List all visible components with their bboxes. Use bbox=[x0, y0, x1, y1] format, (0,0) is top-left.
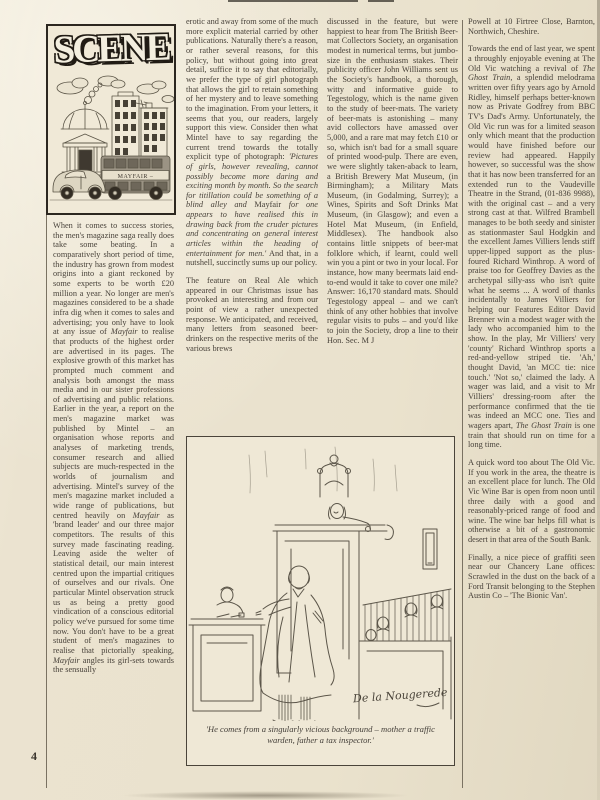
cartoon-caption: 'He comes from a singularly vicious background – mother a traffic warden, father a tax inspector.' bbox=[206, 724, 435, 745]
courtroom-cartoon-illustration bbox=[187, 437, 454, 721]
paragraph: erotic and away from some of the much more explicit material carried by other publications. Naturally there's a reason, or rather several reasons, for this policy, but without going into great detail, suffice it to say that editorially, we prefer the type of girl photograph that allows the girl to retain something of her mystery and to leave something to the imagination. From your letters, it seems that you, our readers, largely support this view. Consider then what Mintel have to say regarding the current trend towards the totally explicit type of photograph: 'Pictures of girls, however revealing, cannot possibly become more daring and exciting month by month. So the search for titillation could be something of a blind alley and Mayfair for one appears to have realised this in drawing back from the cruder pictures and concentrating on general interest articles within the heading of entertainment for men.' And that, in a nutshell, succinctly sums up our policy. bbox=[186, 17, 318, 268]
bus-destination-sign: MAYFAIR – bbox=[117, 173, 154, 180]
article-column-4 bbox=[468, 17, 595, 789]
article-column-1 bbox=[53, 221, 174, 788]
paragraph: Finally, a nice piece of graffiti seen near our Chancery Lane offices: Scrawled in the dust on the back of a Ford Transit belonging to the Stephen Austin Co – 'The Bionic Van'. bbox=[468, 552, 595, 601]
article-column-3 bbox=[327, 17, 458, 432]
paragraph: discussed in the feature, but were happiest to hear from The British Beer-mat Collectors Society, an organisation modest in numerical terms, but jumbo-size in the enthusiasm stakes. Their publicity officer John Williams sent us the Society's handbook, a thorough, witty and informative guide to Tegestology, which is the name given to the study of beer-mats. The variety of beer-mats is astonishing – many avid collectors have amassed over 5,000, and a rare mat may fetch £10 or so, which isn't bad for a small square of printed wood-pulp. There are even, we were slightly taken-aback to learn, a British Brewery Mat Museum, (in Birmingham); a Military Mats Museum, (in Godalming, Surrey); a Wines, Spirits and Soft Drinks Mat Museum, (in Glasgow); and even a Hotel Mat Museum, (in Enfield, Middlesex). The handbook also contains little snippets of beer-mat folklore which, if learnt, could well win you a pint or two in your local. For instance, how many beermats laid end-to-end would it take to cover one mile? Answer: 16,170 standard mats. Should Tegestology appeal – and we can't think of any other hobbies that involve regular visits to pubs – and you'd like to join the Society, drop a line to their Hon. Sec. M J bbox=[327, 17, 458, 345]
paragraph: The feature on Real Ale which appeared in our Christmas issue has provoked an interesting and from our point of view a rather unexpected response. We anticipated, and received, many letters from seasoned beer-drinkers on the respective merits of the various brews bbox=[186, 276, 318, 353]
column-rule-right bbox=[462, 20, 463, 788]
mayfair-bus-icon bbox=[101, 156, 170, 200]
barrister-figure bbox=[256, 566, 334, 721]
paragraph: Towards the end of last year, we spent a throughly enjoyable evening at The Old Vic watching a revival of The Ghost Train, a splendid melodrama written over fifty years ago by Arnold Ridley, himself perhaps better-known now as Private Godfrey from BBC TV's Dad's Army. Unfortunately, the Old Vic run was for a limited season only which meant that the production would have finished before our review had appeared. Happily however, so successful was the show that it has now been transferred for an extended run to the Vaudeville Theatre in the Strand, (01-836 9988), with the original cast – and a very strong cast at that. Wilfred Brambell manages to be both seedy and sinister as stationmaster Saul Hodgkin and the excellent James Villiers lends stiff upper-lipped support as the plus-foured Richard Winthrop. A word of praise too for Geoffrey Davies as the archetypal silly-ass who isn't quite what he seems ... A word of thanks incidentally to James Villiers for helping our Features Editor David Brenner win a modest wager with the lady who accompanied him to the show. In the play, Mr Villiers' very 'county' Richard Winthrop sports a red-and-yellow striped tie. 'Ah,' thought David, 'an MCC tie: nice touch.' 'Not so,' claimed the lady. A wager was laid, and a visit to Mr Villiers' dressing-room after the performance confirmed that the tie was indeed an MCC one. Ties and wagers apart, The Ghost Train is one train that should run on time for a long time. bbox=[468, 44, 595, 450]
scan-artifact bbox=[368, 0, 394, 2]
smoke-icon bbox=[85, 83, 103, 104]
judge-chair-icon bbox=[318, 455, 351, 497]
column-rule-left bbox=[46, 214, 47, 788]
clouds-icon bbox=[57, 76, 174, 103]
scan-artifact bbox=[228, 0, 358, 2]
cartoon-box bbox=[186, 436, 455, 766]
paragraph: Powell at 10 Firtree Close, Barnton, Northwich, Cheshire. bbox=[468, 17, 595, 36]
scene-masthead-box bbox=[46, 24, 176, 215]
page-title: SCENE bbox=[52, 25, 170, 72]
page-number: 4 bbox=[31, 749, 37, 763]
article-column-2 bbox=[186, 17, 318, 432]
scan-shadow bbox=[120, 791, 410, 800]
clerk-figure bbox=[189, 587, 265, 711]
wall-frame-icon bbox=[423, 529, 437, 569]
signature-flourish bbox=[417, 703, 439, 707]
judge-figure bbox=[329, 504, 371, 532]
street-scene-illustration bbox=[48, 72, 174, 208]
background-hatch bbox=[249, 447, 397, 493]
paragraph: A quick word too about The Old Vic. If you work in the area, the theatre is an excellent place for lunch. The Old Vic Wine Bar is open from noon until three daily with a good and reasonably-priced range of food and wine. The wine bar helps fill what is otherwise a bit of a gastronomic desert in that area of the South Bank. bbox=[468, 457, 595, 545]
cartoonist-signature: De la Nougerede bbox=[352, 685, 448, 706]
paragraph: When it comes to success stories, the men's magazine saga really does take some beating. In a comparatively short period of time, the industry has grown from modest origins into a giant reckoned by some experts to be worth £20 million a year. No longer are men's magazines considered to be a shade infra dig when it comes to sales and advertising; you only have to look at any issue of Mayfair to realise that products of the highest order are advertised in its pages. The explosive growth of this market has prompted much comment and analysis both amongst the mass media and in our sister professions of advertising and public relations. Earlier in the year, a report on the men's magazine market was published by Mintel – an organisation whose reports and analyses of marketing trends, consumer research and allied subjects are much-respected in the worlds of journalism and advertising. Mintel's survey of the men's magazine market included a wide range of publications, but centred heavily on Mayfair as 'brand leader' and our three major competitors. The results of this survey made fascinating reading. Leaving aside the welter of statistical detail, our main interest centred upon the impartial critiques of ourselves and our rivals. One particular Mintel observation struck us as being a pretty good vindication of a conscious editorial policy we've pursued for some time now. You don't have to be a great student of men's magazines to realise that pictorially speaking, Mayfair angles its girl-sets towards the sensually bbox=[53, 221, 174, 675]
